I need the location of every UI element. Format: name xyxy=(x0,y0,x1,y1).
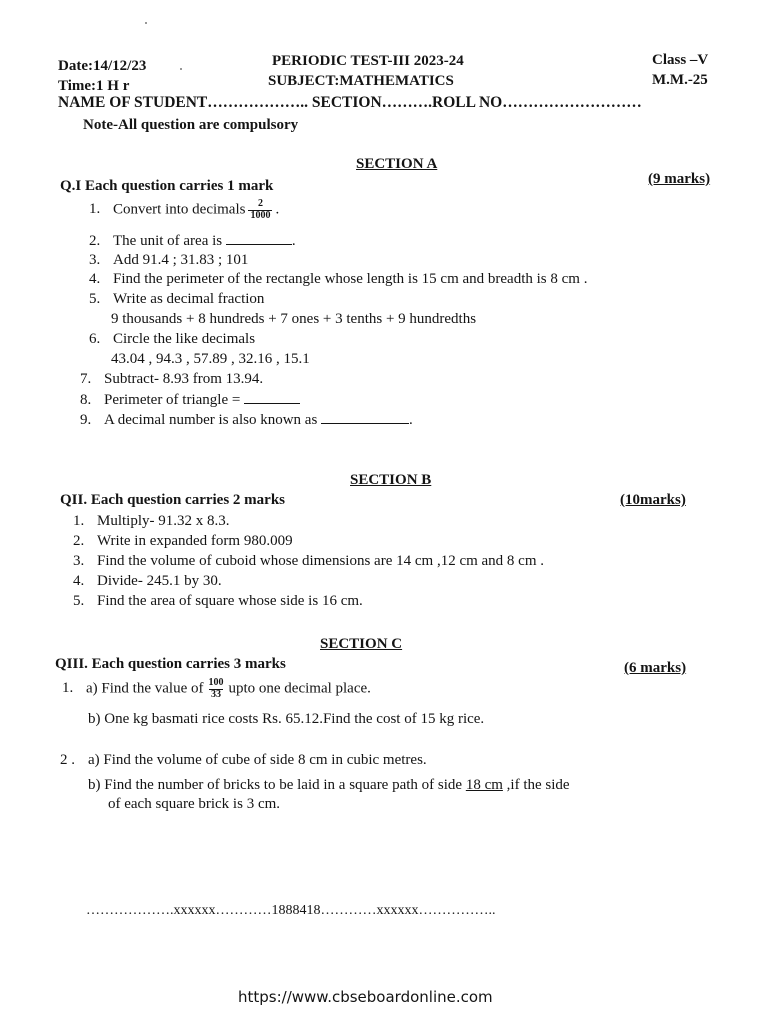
question-a6: 6. Circle the like decimals xyxy=(89,331,256,347)
section-a-instruction: Q.I Each question carries 1 mark xyxy=(60,178,274,194)
question-c1b: b) One kg basmati rice costs Rs. 65.12.Find the cost of 15 kg rice. xyxy=(88,711,485,727)
fraction-100-over-33: $\frac{100}{33}$ xyxy=(208,677,224,700)
question-a9: 9. A decimal number is also known as . xyxy=(80,412,413,428)
question-a6-detail: 43.04 , 94.3 , 57.89 , 32.16 , 15.1 xyxy=(111,351,310,367)
question-a7: 7. Subtract- 8.93 from 13.94. xyxy=(80,371,264,387)
max-marks: M.M.-25 xyxy=(652,72,708,88)
question-a2: 2. The unit of area is . xyxy=(89,233,296,249)
question-c2b: b) Find the number of bricks to be laid in a square path of side 18 cm ,if the side xyxy=(88,777,570,793)
question-c1a: 1. a) Find the value of $\frac{100}{33}$ upto one decimal place. xyxy=(62,677,371,700)
instruction-note: Note-All question are compulsory xyxy=(83,117,299,133)
exam-date: Date:14/12/23 xyxy=(58,58,147,74)
question-a3: 3. Add 91.4 ; 31.83 ; 101 xyxy=(89,252,249,268)
question-a4: 4. Find the perimeter of the rectangle whose length is 15 cm and breadth is 8 cm . xyxy=(89,271,588,287)
section-b-instruction: QII. Each question carries 2 marks xyxy=(60,492,285,508)
section-b-title: SECTION B xyxy=(350,472,432,488)
question-a8: 8. Perimeter of triangle = xyxy=(80,391,300,409)
scan-speck xyxy=(145,22,147,24)
fraction-2-over-1000: $\frac{2}{1000}$ xyxy=(250,198,271,221)
question-b1: 1. Multiply- 91.32 x 8.3. xyxy=(73,513,230,529)
section-a-title: SECTION A xyxy=(356,156,438,172)
question-b5: 5. Find the area of square whose side is 16 cm. xyxy=(73,593,363,609)
question-a1: 1. Convert into decimals $\frac{2}{1000}$ . xyxy=(89,198,280,221)
question-c2a: 2 . a) Find the volume of cube of side 8 cm in cubic metres. xyxy=(60,752,427,768)
test-title: PERIODIC TEST-III 2023-24 xyxy=(272,53,464,69)
class-label: Class –V xyxy=(652,52,709,68)
student-details-line: NAME OF STUDENT……………….. SECTION……….ROLL NO……………………… xyxy=(58,94,642,111)
answer-blank xyxy=(244,391,300,404)
section-c-marks: (6 marks) xyxy=(624,660,687,676)
section-c-title: SECTION C xyxy=(320,636,403,652)
answer-blank xyxy=(321,411,409,424)
end-of-paper-line: ……………….xxxxxx…………1888418…………xxxxxx…………….. xyxy=(86,903,496,918)
section-b-marks: (10marks) xyxy=(620,492,686,508)
scan-speck xyxy=(180,68,182,70)
underlined-side-length: 18 cm xyxy=(465,777,503,793)
exam-time: Time:1 H r xyxy=(58,78,130,94)
question-b3: 3. Find the volume of cuboid whose dimensions are 14 cm ,12 cm and 8 cm . xyxy=(73,553,545,569)
question-a5: 5. Write as decimal fraction xyxy=(89,291,265,307)
answer-blank xyxy=(226,232,292,245)
section-c-instruction: QIII. Each question carries 3 marks xyxy=(55,656,286,672)
source-url: https://www.cbseboardonline.com xyxy=(238,988,493,1006)
question-c2b-continued: of each square brick is 3 cm. xyxy=(108,796,281,812)
question-b2: 2. Write in expanded form 980.009 xyxy=(73,533,293,549)
section-a-marks: (9 marks) xyxy=(648,171,711,187)
subject-title: SUBJECT:MATHEMATICS xyxy=(268,73,454,89)
question-b4: 4. Divide- 245.1 by 30. xyxy=(73,573,222,589)
question-a5-detail: 9 thousands + 8 hundreds + 7 ones + 3 tenths + 9 hundredths xyxy=(111,311,477,327)
